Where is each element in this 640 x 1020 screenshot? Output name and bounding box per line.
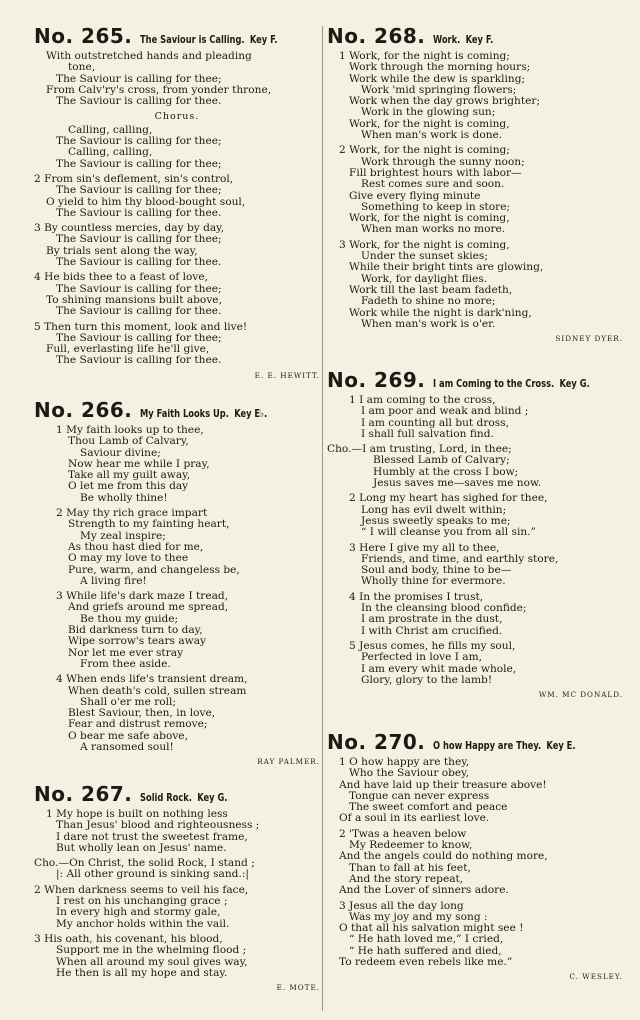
verse-line: And the angels could do nothing more,	[339, 850, 548, 863]
stanza	[34, 508, 320, 587]
hymn-header	[34, 24, 320, 48]
verse-line: Under the sunset skies;	[361, 250, 488, 263]
verse-line: Fill brightest hours with labor—	[349, 166, 522, 179]
verse-line: Work till the last beam fadeth,	[349, 283, 513, 296]
verse-line: 3 Here I give my all to thee,	[349, 541, 500, 554]
verse-line: My zeal inspire;	[80, 529, 166, 542]
stanza	[327, 757, 623, 825]
verse-line: By trials sent along the way,	[46, 244, 198, 257]
hymn-269	[327, 368, 623, 705]
stanza	[327, 543, 623, 588]
verse-line: Work while the night is dark'ning,	[349, 306, 532, 319]
hymn-header	[34, 782, 320, 806]
verse-line: The Saviour is calling for thee;	[56, 157, 222, 170]
stanza	[34, 674, 320, 753]
verse-line: When death's cold, sullen stream	[68, 684, 247, 697]
verse-line: I am prostrate in the dust,	[361, 613, 503, 626]
verse-line: Bid darkness turn to day,	[68, 624, 203, 637]
stanza	[327, 145, 623, 235]
hymn-number: No. 265.	[34, 24, 133, 48]
verse-line: When man's work is o'er.	[361, 317, 496, 330]
verse-line: To shining mansions built above,	[46, 293, 222, 306]
verse-line: From Calv'ry's cross, from yonder throne,	[46, 83, 272, 96]
stanza	[327, 493, 623, 538]
verse-line: Than to fall at his feet,	[349, 861, 471, 874]
hymn-title-line	[433, 740, 576, 752]
verse-line: Thou Lamb of Calvary,	[68, 435, 189, 448]
verse-line: He then is all my hope and stay.	[56, 966, 228, 979]
verse-line: When man's work is done.	[361, 129, 503, 142]
verse-line: 3 His oath, his covenant, his blood,	[34, 932, 223, 945]
verse-line: O bear me safe above,	[68, 729, 188, 742]
verse-line: 3 By countless mercies, day by day,	[34, 222, 225, 235]
stanza	[34, 223, 320, 268]
verse-line: Support me in the whelming flood ;	[56, 944, 247, 957]
verse-line: Long has evil dwelt within;	[361, 503, 507, 516]
verse-line: While their bright tints are glowing,	[349, 261, 544, 274]
stanza	[327, 395, 623, 440]
verse-line: O may my love to thee	[68, 552, 189, 565]
verse-line: 1 O how happy are they,	[339, 756, 470, 768]
stanza	[327, 240, 623, 330]
stanza	[327, 592, 623, 637]
verse-line: 2 May thy rich grace impart	[56, 507, 208, 520]
verse-line: Full, everlasting life he'll give,	[46, 343, 210, 356]
hymn-key: Key E.	[546, 740, 576, 752]
stanza	[34, 425, 320, 504]
hymn-author: E. MOTE.	[276, 983, 320, 993]
verse-line: Wipe sorrow's tears away	[68, 635, 207, 648]
verse-line: The Saviour is calling for thee.	[56, 305, 222, 318]
verse-line: The Saviour is calling for thee;	[56, 282, 222, 295]
verse-line: Than Jesus' blood and righteousness ;	[56, 819, 260, 832]
verse-line: I shall full salvation find.	[361, 427, 494, 440]
stanza	[34, 322, 320, 367]
verse-line: Pure, warm, and changeless be,	[68, 563, 240, 576]
verse-line: As thou hast died for me,	[68, 540, 204, 553]
hymn-key: Key G.	[559, 378, 591, 390]
verse-line: Now hear me while I pray,	[68, 457, 210, 470]
verse-line: I am counting all but dross,	[361, 416, 510, 429]
verse-line: I am poor and weak and blind ;	[361, 405, 529, 418]
chorus-heading: Chorus.	[154, 111, 200, 123]
verse-line: 4 He bids thee to a feast of love,	[34, 271, 209, 284]
verse-line: O let me from this day	[68, 480, 189, 493]
hymn-text	[327, 51, 623, 330]
verse-line: Jesus saves me—saves me now.	[373, 477, 542, 490]
hymn-267	[34, 782, 320, 998]
verse-line: 1 Work, for the night is coming;	[339, 50, 510, 62]
verse-line: 4 In the promises I trust,	[349, 590, 484, 603]
verse-line: I with Christ am crucified.	[361, 624, 503, 637]
verse-line: Who the Saviour obey,	[349, 767, 470, 780]
hymn-title: Solid Rock.	[140, 792, 193, 804]
verse-line: Work, for the night is coming,	[349, 117, 510, 130]
stanza	[327, 51, 623, 141]
verse-line: Be wholly thine!	[80, 491, 168, 504]
verse-line: Saviour divine;	[80, 446, 161, 459]
hymn-key: Key F.	[250, 34, 278, 46]
verse-line: Fadeth to shine no more;	[361, 295, 496, 308]
verse-line: Shall o'er me roll;	[80, 695, 177, 708]
verse-line: 2 Long my heart has sighed for thee,	[349, 492, 548, 505]
verse-line: To redeem even rebels like me.”	[339, 956, 513, 969]
stanza	[327, 901, 623, 969]
hymn-number: No. 268.	[327, 24, 426, 48]
hymn-title-line	[140, 408, 267, 420]
hymn-header	[34, 398, 320, 422]
verse-line: The Saviour is calling for thee;	[56, 331, 222, 344]
verse-line: 1 I am coming to the cross,	[349, 394, 496, 406]
verse-line: Soul and body, thine to be—	[361, 564, 512, 577]
hymn-number: No. 270.	[327, 730, 426, 754]
verse-line: I am every whit made whole,	[361, 662, 517, 675]
verse-line: 4 When ends life's transient dream,	[56, 673, 248, 686]
verse-line: From thee aside.	[80, 657, 171, 670]
verse-line: tone,	[68, 61, 96, 74]
verse-line: 5 Then turn this moment, look and live!	[34, 320, 248, 333]
hymn-title: My Faith Looks Up.	[140, 408, 230, 420]
verse-line: Calling, calling,	[68, 123, 153, 136]
verse-line: Strength to my fainting heart,	[68, 518, 230, 531]
verse-line: A living fire!	[80, 574, 147, 587]
verse-line: 1 My hope is built on nothing less	[46, 808, 228, 820]
stanza	[34, 272, 320, 317]
hymn-text	[327, 395, 623, 686]
stanza	[327, 444, 623, 489]
verse-line: 5 Jesus comes, he fills my soul,	[349, 639, 516, 652]
verse-line: Work while the dew is sparkling;	[349, 72, 526, 85]
verse-line: Cho.—I am trusting, Lord, in thee;	[327, 443, 512, 456]
verse-line: In the cleansing blood confide;	[361, 602, 527, 615]
verse-line: Something to keep in store;	[361, 200, 511, 213]
verse-line: 2 Work, for the night is coming;	[339, 144, 510, 157]
verse-line: Cho.—On Christ, the solid Rock, I stand ;	[34, 857, 255, 870]
verse-line: O that all his salvation might see !	[339, 922, 524, 935]
verse-line: The Saviour is calling for thee.	[56, 354, 222, 367]
verse-line: “ He hath suffered and died,	[349, 944, 502, 957]
verse-line: Work, for the night is coming,	[349, 212, 510, 225]
hymn-title-line	[140, 34, 278, 46]
verse-line: Of a soul in its earliest love.	[339, 812, 490, 825]
hymn-author: RAY PALMER.	[257, 757, 320, 767]
verse-line: Work in the glowing sun;	[361, 106, 496, 119]
stanza	[34, 51, 320, 107]
verse-line: Calling, calling,	[68, 146, 153, 159]
verse-line: When all around my soul gives way,	[56, 955, 248, 968]
verse-line: Work when the day grows brighter;	[349, 95, 541, 108]
verse-line: A ransomed soul!	[80, 741, 174, 754]
verse-line: 3 Work, for the night is coming,	[339, 238, 510, 251]
verse-line: With outstretched hands and pleading	[46, 50, 252, 62]
verse-line: Tongue can never express	[349, 789, 490, 802]
hymn-header	[327, 24, 623, 48]
verse-line: “ I will cleanse you from all sin.”	[361, 526, 536, 539]
verse-line: Blessed Lamb of Calvary;	[373, 454, 510, 467]
hymn-text	[327, 757, 623, 968]
hymn-268	[327, 24, 623, 349]
stanza	[34, 809, 320, 854]
verse-line: Was my joy and my song :	[349, 910, 488, 923]
hymn-270	[327, 730, 623, 987]
hymn-title-line	[433, 34, 493, 46]
hymn-number: No. 269.	[327, 368, 426, 392]
verse-line: In every high and stormy gale,	[56, 906, 221, 919]
verse-line: 2 From sin's deflement, sin's control,	[34, 172, 234, 185]
verse-line: And the Lover of sinners adore.	[339, 884, 509, 897]
column-divider	[322, 26, 323, 1011]
stanza	[34, 591, 320, 670]
verse-line: Jesus sweetly speaks to me;	[361, 514, 511, 527]
hymn-number: No. 266.	[34, 398, 133, 422]
verse-line: I rest on his unchanging grace ;	[56, 895, 228, 908]
verse-line: The Saviour is calling for thee.	[56, 206, 222, 219]
hymn-author: C. WESLEY.	[569, 972, 623, 982]
verse-line: When man works no more.	[361, 223, 506, 236]
verse-line: The Saviour is calling for thee;	[56, 135, 222, 148]
verse-line: Perfected in love I am,	[361, 651, 483, 664]
verse-line: Rest comes sure and soon.	[361, 178, 505, 191]
verse-line: And griefs around me spread,	[68, 601, 229, 614]
hymn-number: No. 267.	[34, 782, 133, 806]
hymn-text	[34, 425, 320, 753]
hymn-265	[34, 24, 320, 386]
hymn-key: Key G.	[197, 792, 228, 804]
hymn-title: The Saviour is Calling.	[140, 34, 245, 46]
verse-line: O yield to him thy blood-bought soul,	[46, 195, 246, 208]
verse-line: Take all my guilt away,	[68, 469, 191, 482]
verse-line: 3 Jesus all the day long	[339, 899, 464, 912]
stanza	[34, 858, 320, 881]
hymn-title: O how Happy are They.	[433, 740, 542, 752]
hymn-text	[34, 809, 320, 979]
verse-line: 2 'Twas a heaven below	[339, 827, 467, 840]
verse-line: The Saviour is calling for thee.	[56, 95, 222, 108]
verse-line: The sweet comfort and peace	[349, 801, 508, 814]
hymn-header	[327, 368, 623, 392]
hymn-author: SIDNEY DYER.	[555, 334, 623, 344]
verse-line: The Saviour is calling for thee;	[56, 72, 222, 85]
verse-line: Glory, glory to the lamb!	[361, 673, 493, 686]
verse-line: My Redeemer to know,	[349, 839, 473, 852]
verse-line: Work 'mid springing flowers;	[361, 83, 517, 96]
hymn-key: Key E♭.	[234, 408, 268, 420]
verse-line: I dare not trust the sweetest frame,	[56, 830, 248, 843]
hymn-author: E. E. HEWITT.	[254, 370, 320, 380]
verse-line: But wholly lean on Jesus' name.	[56, 841, 227, 854]
hymn-author: WM. MC DONALD.	[538, 690, 623, 700]
verse-line: Give every flying minute	[349, 189, 481, 202]
stanza	[34, 934, 320, 979]
stanza	[327, 641, 623, 686]
verse-line: Work through the morning hours;	[349, 61, 531, 74]
verse-line: My anchor holds within the vail.	[56, 917, 230, 930]
verse-line: Work, for daylight flies.	[361, 272, 488, 285]
verse-line: The Saviour is calling for thee;	[56, 233, 222, 246]
stanza	[327, 829, 623, 897]
verse-line: 1 My faith looks up to thee,	[56, 424, 204, 436]
verse-line: And have laid up their treasure above!	[339, 778, 547, 791]
verse-line: Be thou my guide;	[80, 612, 179, 625]
verse-line: The Saviour is calling for thee;	[56, 184, 222, 197]
verse-line: Friends, and time, and earthly store,	[361, 552, 559, 565]
stanza	[34, 174, 320, 219]
hymn-266	[34, 398, 320, 772]
verse-line: Fear and distrust remove;	[68, 718, 208, 731]
verse-line: 2 When darkness seems to veil his face,	[34, 883, 249, 896]
verse-line: Work through the sunny noon;	[361, 155, 525, 168]
hymn-text	[34, 51, 320, 367]
verse-line: |: All other ground is sinking sand.:|	[56, 868, 249, 881]
hymn-key: Key F.	[466, 34, 494, 46]
verse-line: Blest Saviour, then, in love,	[68, 707, 216, 720]
verse-line: Nor let me ever stray	[68, 646, 184, 659]
verse-line: And the story repeat,	[349, 872, 464, 885]
hymn-title-line	[433, 378, 590, 390]
verse-line: Humbly at the cross I bow;	[373, 465, 519, 478]
verse-line: 3 While life's dark maze I tread,	[56, 590, 229, 603]
verse-line: “ He hath loved me,” I cried,	[349, 933, 504, 946]
hymn-title: Work.	[433, 34, 461, 46]
hymn-title-line	[140, 792, 227, 804]
verse-line: Wholly thine for evermore.	[361, 575, 506, 588]
hymn-title: I am Coming to the Cross.	[433, 378, 555, 390]
verse-line: The Saviour is calling for thee.	[56, 256, 222, 269]
stanza	[34, 125, 320, 170]
hymn-header	[327, 730, 623, 754]
stanza	[34, 885, 320, 930]
